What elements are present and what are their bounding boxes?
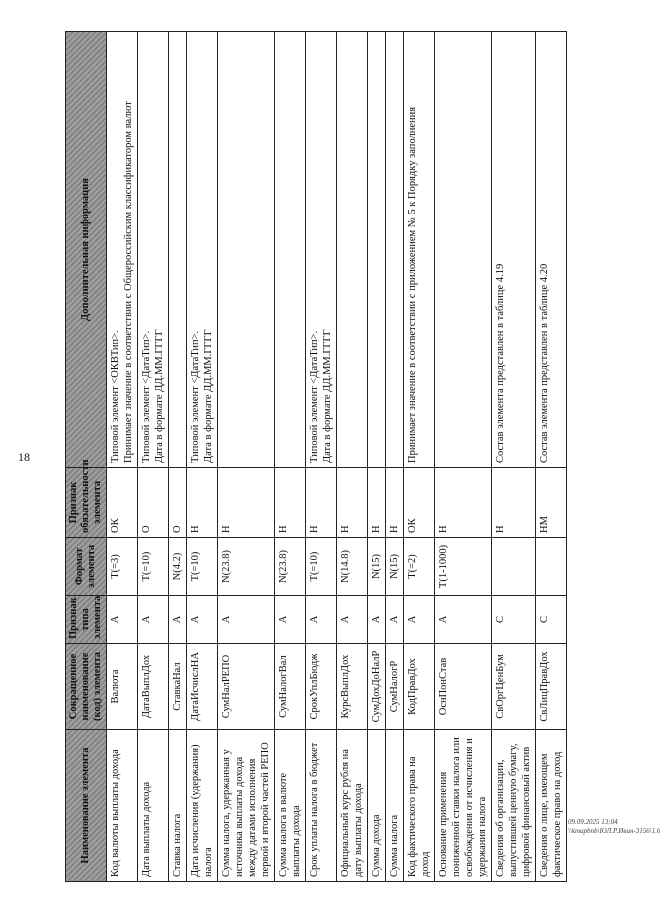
cell-additional-info [138,32,169,468]
info-line: Дата в формате ДД.ММ.ГГГГ [203,329,214,463]
cell-element-name: Сумма налога, удержанная у источника выплаты дохода между датами исполнения первой и второй частей РЕПО [218,730,275,882]
cell-element-name: Сумма налога [386,730,404,882]
table-row [492,32,536,882]
header-element-required: Признак обязательности элемента [66,468,107,538]
cell-element-required: Н [386,468,404,538]
info-line: Типовой элемент <ДатаТип>. [309,330,320,463]
cell-element-type: А [435,596,492,644]
cell-element-format: N(15) [368,538,386,596]
cell-element-code: ДатаВыплДох [138,644,169,730]
cell-element-name: Сумма дохода [368,730,386,882]
table-row [169,32,187,882]
cell-element-type: А [169,596,187,644]
table-container [65,32,615,882]
cell-element-format: N(23.8) [275,538,306,596]
cell-element-format [492,538,536,596]
table-row [275,32,306,882]
cell-element-type: А [368,596,386,644]
cell-element-code: ОснПонСтав [435,644,492,730]
cell-element-code: ДатаИсчислНА [187,644,218,730]
cell-element-type: С [492,596,536,644]
cell-additional-info [435,32,492,468]
cell-element-name: Сведения о лице, имеющем фактическое право на доход [536,730,567,882]
cell-additional-info [337,32,368,468]
cell-element-name: Код фактического права на доход [404,730,435,882]
header-additional-info: Дополнительная информация [66,32,107,468]
cell-element-format: T(=3) [107,538,138,596]
table-row [138,32,169,882]
cell-element-required: ОК [107,468,138,538]
header-element-name: Наименование элемента [66,730,107,882]
cell-element-name: Официальный курс рубля на дату выплаты дохода [337,730,368,882]
cell-element-code: КодПравДох [404,644,435,730]
table-row [386,32,404,882]
cell-element-format: T(=10) [138,538,169,596]
cell-element-required: Н [218,468,275,538]
table-body [107,32,567,882]
cell-element-code: СумНалРЕПО [218,644,275,730]
table-row [536,32,567,882]
info-line: Принимает значение в соответствии с приложением № 5 к Порядку заполнения [407,106,418,463]
cell-element-type: А [404,596,435,644]
cell-element-code: СумНалогВал [275,644,306,730]
cell-element-required: НМ [536,468,567,538]
table-row [337,32,368,882]
print-stamp [568,818,658,836]
cell-element-format: N(4.2) [169,538,187,596]
cell-element-type: А [107,596,138,644]
cell-element-type: А [386,596,404,644]
table-row [187,32,218,882]
cell-element-required: Н [187,468,218,538]
cell-element-name: Сумма налога в валюте выплаты дохода [275,730,306,882]
cell-additional-info [107,32,138,468]
table-row [218,32,275,882]
cell-element-format: N(14.8) [337,538,368,596]
elements-table [65,31,567,882]
info-line: Состав элемента представлен в таблице 4.19 [495,263,506,463]
table-row [107,32,138,882]
cell-element-type: А [187,596,218,644]
cell-element-name: Сведения об организации, выпустившей ценную бумагу, цифровой финансовый актив [492,730,536,882]
cell-element-code: СрокУплБюдж [306,644,337,730]
cell-element-name: Ставка налога [169,730,187,882]
cell-additional-info [536,32,567,468]
cell-element-type: А [337,596,368,644]
cell-element-required: Н [337,468,368,538]
header-element-format: Формат элемента [66,538,107,596]
cell-element-type: С [536,596,567,644]
table-row [306,32,337,882]
stamp-line: 09.09.2025 13:04 [568,818,618,826]
cell-additional-info [368,32,386,468]
cell-additional-info [404,32,435,468]
cell-element-code: Валюта [107,644,138,730]
cell-element-code: СвОргЦенБум [492,644,536,730]
cell-element-name: Код валюты выплаты дохода [107,730,138,882]
cell-additional-info [492,32,536,468]
table-header-row [66,32,107,882]
table-row [404,32,435,882]
info-line: Состав элемента представлен в таблице 4.20 [539,263,550,463]
cell-element-format: T(1-1000) [435,538,492,596]
info-line: Типовой элемент <ОКВТип>. [110,330,121,463]
cell-element-required: Н [368,468,386,538]
info-line: Типовой элемент <ДатаТип>. [141,330,152,463]
cell-additional-info [275,32,306,468]
stamp-line: \\kmapbnb\ЮЛ.Р.Ивин-3156\1.6 [568,827,660,835]
cell-element-code: СумДохДоНалР [368,644,386,730]
cell-element-format [536,538,567,596]
cell-element-required: Н [492,468,536,538]
header-element-code: Сокращенное наименование (код) элемента [66,644,107,730]
cell-element-type: А [138,596,169,644]
cell-element-code: СумНалогР [386,644,404,730]
info-line: Типовой элемент <ДатаТип>. [190,330,201,463]
cell-additional-info [386,32,404,468]
cell-element-required: ОК [404,468,435,538]
cell-element-format: N(23.8) [218,538,275,596]
cell-additional-info [187,32,218,468]
info-line: Дата в формате ДД.ММ.ГГГГ [154,329,165,463]
cell-element-format: T(=10) [306,538,337,596]
cell-additional-info [169,32,187,468]
cell-element-format: T(=2) [404,538,435,596]
cell-element-name: Основание применения пониженной ставки налога или освобождения от исчисления и удержания налога [435,730,492,882]
table-row [368,32,386,882]
cell-element-name: Срок уплаты налога в бюджет [306,730,337,882]
cell-element-format: N(15) [386,538,404,596]
cell-element-name: Дата выплаты дохода [138,730,169,882]
info-line: Дата в формате ДД.ММ.ГГГГ [322,329,333,463]
info-line: Принимает значение в соответствии с Общероссийским классификатором валют [123,101,134,463]
cell-element-required: О [138,468,169,538]
cell-element-name: Дата исчисления (удержания) налога [187,730,218,882]
cell-element-required: О [169,468,187,538]
page-number: 18 [18,450,30,464]
cell-element-code: СтавкаНал [169,644,187,730]
cell-element-required: Н [306,468,337,538]
cell-element-required: Н [275,468,306,538]
cell-element-code: СвЛицПравДох [536,644,567,730]
header-element-type: Признак типа элемента [66,596,107,644]
table-row [435,32,492,882]
cell-element-required: Н [435,468,492,538]
cell-element-format: T(=10) [187,538,218,596]
cell-additional-info [218,32,275,468]
cell-element-code: КурсВыплДох [337,644,368,730]
cell-element-type: А [218,596,275,644]
cell-element-type: А [275,596,306,644]
cell-additional-info [306,32,337,468]
cell-element-type: А [306,596,337,644]
